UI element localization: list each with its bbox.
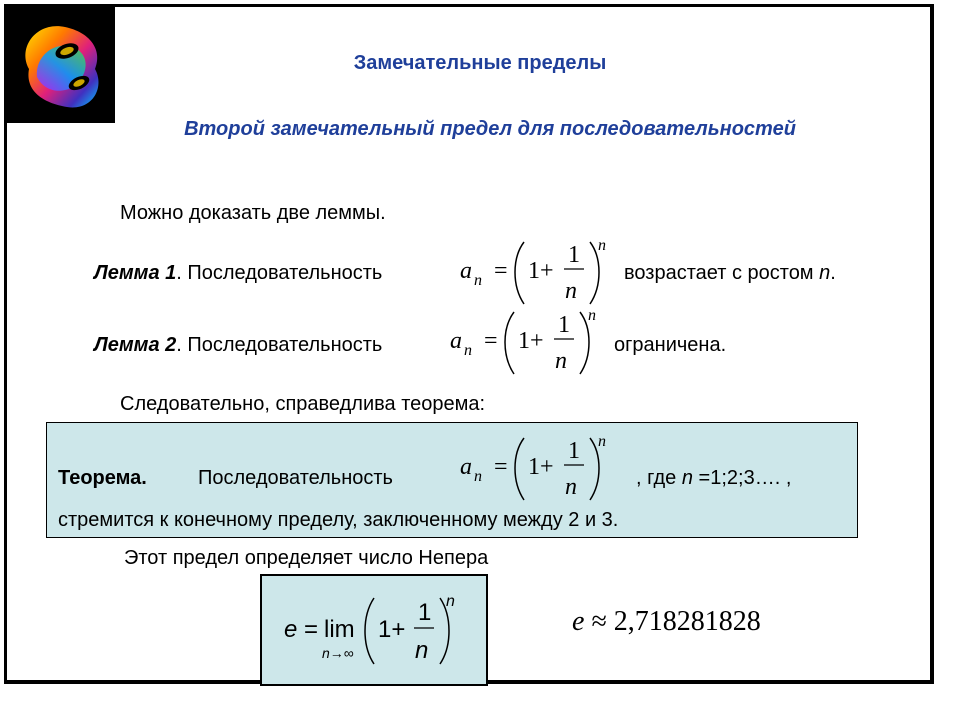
intro-text: Можно доказать две леммы. bbox=[120, 202, 386, 224]
formula-eq: = bbox=[494, 258, 508, 284]
svg-text:1: 1 bbox=[568, 438, 580, 464]
formula-one-plus: 1+ bbox=[528, 258, 554, 284]
svg-text:=: = bbox=[494, 454, 508, 480]
lemma2-tail: ограничена. bbox=[614, 334, 727, 356]
formula-den: n bbox=[565, 278, 577, 304]
lemma2-text: . Последовательность bbox=[176, 334, 383, 356]
svg-text:n: n bbox=[565, 474, 577, 500]
svg-text:1+: 1+ bbox=[528, 454, 554, 480]
formula-exp: n bbox=[598, 237, 606, 254]
theorem-formula bbox=[456, 430, 616, 506]
svg-text:n: n bbox=[555, 348, 567, 374]
svg-text:n: n bbox=[446, 593, 455, 610]
paren-left bbox=[515, 242, 524, 304]
svg-text:n: n bbox=[474, 468, 482, 485]
lemma1-text: . Последовательность bbox=[176, 262, 383, 284]
page-subtitle: Второй замечательный предел для последовательностей bbox=[184, 118, 796, 140]
napier-formula-box bbox=[260, 574, 488, 686]
lemma1-statement bbox=[94, 262, 382, 285]
svg-text:1: 1 bbox=[418, 599, 432, 626]
page-title: Замечательные пределы bbox=[353, 52, 607, 74]
formula-num: 1 bbox=[568, 242, 580, 268]
theorem-where: , где n =1;2;3…. , bbox=[636, 467, 792, 489]
lemma1-label: Лемма 1 bbox=[94, 262, 177, 284]
svg-text:a: a bbox=[450, 328, 462, 354]
napier-formula bbox=[262, 576, 486, 684]
svg-text:n: n bbox=[588, 307, 596, 324]
napier-approximation: e ≈ 2,718281828 bbox=[572, 606, 761, 637]
formula-a-sub: n bbox=[474, 272, 482, 289]
svg-text:1: 1 bbox=[558, 312, 570, 338]
svg-text:=: = bbox=[304, 616, 319, 643]
lemma2-label: Лемма 2 bbox=[94, 334, 177, 356]
svg-text:n: n bbox=[598, 433, 606, 450]
formula-e: e bbox=[284, 616, 298, 643]
formula-lim: lim bbox=[324, 616, 355, 643]
formula-a: a bbox=[460, 258, 472, 284]
lemma1-tail: возрастает с ростом n. bbox=[624, 262, 836, 284]
napier-text: Этот предел определяет число Непера bbox=[124, 547, 489, 569]
svg-text:1+: 1+ bbox=[518, 328, 544, 354]
svg-text:a: a bbox=[460, 454, 472, 480]
svg-text:=: = bbox=[484, 328, 498, 354]
formula-lim-sub: n→∞ bbox=[322, 645, 354, 661]
consequence-text: Следовательно, справедлива теорема: bbox=[120, 393, 486, 415]
lemma1-formula bbox=[456, 234, 616, 310]
theorem-text: Последовательность bbox=[198, 467, 393, 489]
svg-text:1+: 1+ bbox=[378, 616, 406, 643]
svg-text:n: n bbox=[415, 637, 429, 664]
svg-text:n: n bbox=[464, 342, 472, 359]
lemma2-formula bbox=[446, 304, 606, 380]
theorem-line2: стремится к конечному пределу, заключенному между 2 и 3. bbox=[58, 509, 619, 531]
theorem-label: Теорема. bbox=[58, 467, 147, 489]
lemma2-statement bbox=[94, 334, 382, 357]
